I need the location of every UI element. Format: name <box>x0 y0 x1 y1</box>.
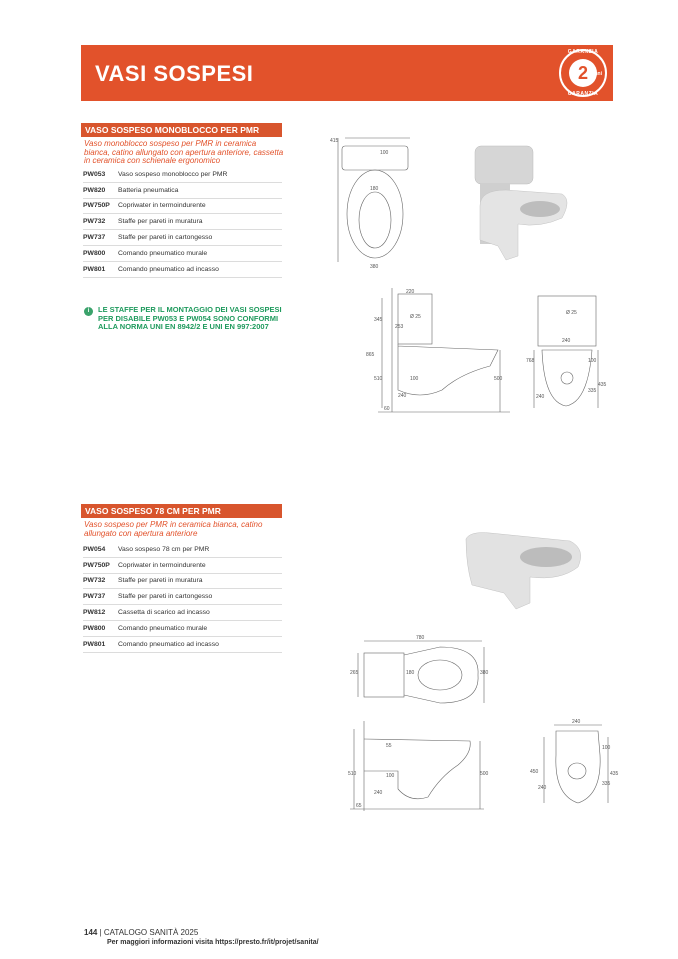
dim-label: 510 <box>374 376 383 382</box>
table-row <box>83 637 282 653</box>
side-view-bowl <box>398 344 498 395</box>
info-icon: i <box>84 307 93 316</box>
dim-label: 768 <box>526 358 535 364</box>
front-view-bowl <box>542 350 592 406</box>
dim-label: 865 <box>366 352 375 358</box>
page-banner <box>81 45 613 101</box>
product-name: Vaso sospeso 78 cm per PMR <box>118 545 210 553</box>
dim-label: 180 <box>370 186 379 192</box>
dim-label: 240 <box>538 785 547 791</box>
dim-label: 240 <box>398 393 407 399</box>
warranty-badge <box>559 49 607 97</box>
dim-label: 100 <box>386 773 395 779</box>
dim-label: 240 <box>536 394 545 400</box>
dim-label: 253 <box>395 324 404 330</box>
product-code: PW750P <box>83 561 110 569</box>
section-1-description: Vaso monoblocco sospeso per PMR in ceramica bianca, catino allungato con apertura anteriore, cassetta in ceramica con schienale ergonomico <box>84 139 284 165</box>
front-view-bowl <box>556 731 600 803</box>
section-2-description: Vaso sospeso per PMR in ceramica bianca, catino allungato con apertura anteriore <box>84 520 263 538</box>
section-1-product-table <box>83 167 282 278</box>
dim-label: 380 <box>480 670 489 676</box>
product-code: PW737 <box>83 593 106 601</box>
dim-label: 240 <box>374 790 383 796</box>
dim-label: 100 <box>410 376 419 382</box>
note-text: LE STAFFE PER IL MONTAGGIO DEI VASI SOSPESI PER DISABILE PW053 E PW054 SONO CONFORMI ALLA NORMA UNI EN 8942/2 E UNI EN 997:2007 <box>98 305 282 331</box>
page-number: 144 <box>84 928 98 937</box>
product-name: Staffe per pareti in cartongesso <box>118 234 213 242</box>
product-code: PW732 <box>83 218 106 226</box>
dim-label: 180 <box>406 670 415 676</box>
dim-label: 500 <box>494 376 503 382</box>
product-code: PW732 <box>83 577 106 585</box>
badge-number: 2 <box>569 59 597 87</box>
table-row <box>83 574 282 590</box>
table-row <box>83 214 282 230</box>
top-view-back <box>364 653 404 697</box>
product-name: Batteria pneumatica <box>118 186 179 194</box>
dim-label: Ø 25 <box>566 310 577 316</box>
badge-unit: anni <box>591 71 602 77</box>
product-name: Staffe per pareti in cartongesso <box>118 593 213 601</box>
page-title: VASI SOSPESI <box>95 61 254 86</box>
dim-label: 380 <box>370 264 379 270</box>
top-view-bowl <box>404 647 478 703</box>
product-code: PW801 <box>83 640 106 648</box>
product-code: PW820 <box>83 186 106 194</box>
product-code: PW054 <box>83 545 106 553</box>
table-row <box>83 230 282 246</box>
dim-label: 345 <box>374 317 383 323</box>
product-code: PW053 <box>83 170 106 178</box>
dim-label: 500 <box>480 771 489 777</box>
product-code: PW750P <box>83 202 110 210</box>
dim-label: 100 <box>588 358 597 364</box>
dim-label: 435 <box>598 382 607 388</box>
product-code: PW737 <box>83 234 106 242</box>
dim-label: 510 <box>348 771 357 777</box>
product-code: PW800 <box>83 624 106 632</box>
product-photo-monoblock <box>475 146 567 260</box>
section-1-drawings <box>330 128 620 418</box>
product-code: PW812 <box>83 609 106 617</box>
footer-info: Per maggiori informazioni visita https://presto.fr/it/projet/sanita/ <box>107 939 319 946</box>
dim-label: 60 <box>384 406 390 412</box>
footer-separator: | <box>97 928 104 937</box>
dim-label: 240 <box>572 719 581 725</box>
dim-label: 335 <box>588 388 597 394</box>
product-name: Copriwater in termoindurente <box>118 202 206 210</box>
product-photo-wall-hung <box>466 533 581 609</box>
product-code: PW800 <box>83 249 106 257</box>
dim-label: 780 <box>416 635 425 641</box>
section-2-drawings <box>340 515 620 815</box>
section-1-title: VASO SOSPESO MONOBLOCCO PER PMR <box>81 123 282 137</box>
table-row <box>83 183 282 199</box>
dim-label: 100 <box>380 150 389 156</box>
product-name: Comando pneumatico murale <box>118 624 208 632</box>
catalog-name: CATALOGO SANITÀ 2025 <box>103 928 199 937</box>
table-row <box>83 605 282 621</box>
top-view-inner <box>359 192 391 248</box>
dim-label: 265 <box>350 670 359 676</box>
dim-label: Ø 25 <box>410 314 421 320</box>
badge-top-text: GARANZIA <box>567 49 599 55</box>
table-row <box>83 167 282 183</box>
product-code: PW801 <box>83 265 106 273</box>
product-name: Cassetta di scarico ad incasso <box>118 609 210 617</box>
table-row <box>83 558 282 574</box>
top-view-tank <box>342 146 408 170</box>
dim-label: 55 <box>386 743 392 749</box>
section-2-product-table <box>83 542 282 653</box>
dim-label: 240 <box>562 338 571 344</box>
product-name: Staffe per pareti in muratura <box>118 218 203 226</box>
product-name: Vaso sospeso monoblocco per PMR <box>118 170 228 178</box>
dim-label: 100 <box>602 745 611 751</box>
product-name: Comando pneumatico murale <box>118 249 208 257</box>
table-row <box>83 262 282 278</box>
table-row <box>83 199 282 215</box>
table-row <box>83 246 282 262</box>
dim-label: 450 <box>530 769 539 775</box>
badge-bottom-text: GARANZIA <box>567 91 599 97</box>
product-name: Staffe per pareti in muratura <box>118 577 203 585</box>
dim-label: 65 <box>356 803 362 809</box>
table-row <box>83 621 282 637</box>
product-name: Copriwater in termoindurente <box>118 561 206 569</box>
dim-label: 415 <box>330 138 339 144</box>
section-2-title: VASO SOSPESO 78 CM PER PMR <box>81 504 282 518</box>
table-row <box>83 542 282 558</box>
product-name: Comando pneumatico ad incasso <box>118 640 219 648</box>
top-view-bowl <box>347 170 403 258</box>
product-name: Comando pneumatico ad incasso <box>118 265 219 273</box>
dim-label: 435 <box>610 771 619 777</box>
dim-label: 335 <box>602 781 611 787</box>
dim-label: 220 <box>406 289 415 295</box>
table-row <box>83 589 282 605</box>
footer-page <box>84 928 198 937</box>
